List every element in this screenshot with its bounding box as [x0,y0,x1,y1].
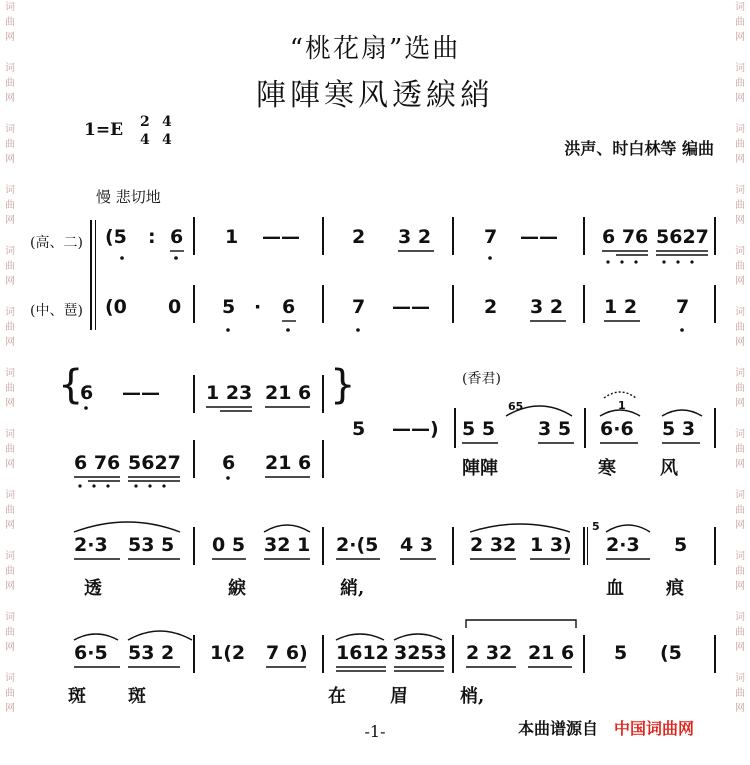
lyric: 斑 [128,686,146,707]
note-group: 6·6 [600,418,634,440]
watermark-char: 曲 [735,444,745,455]
lyric: 斑 [68,686,86,707]
note-group: 53 5 [128,534,175,556]
watermark-char: 曲 [5,627,15,638]
watermark-char: 词 [735,185,745,196]
watermark-char: 词 [735,551,745,562]
note-sustain: —— [262,226,300,248]
note-group: 1612 [336,642,389,664]
note-sustain: ——) [392,418,439,440]
watermark-char: 曲 [735,566,745,577]
note-group: 6 76 [602,226,649,248]
watermark-char: 词 [735,246,745,257]
note-group: 53 2 [128,642,175,664]
watermark-char: 网 [5,276,15,287]
watermark-char: 词 [5,490,15,501]
brace-right: } [330,362,356,408]
note: (5 [660,642,682,664]
watermark-char: 曲 [735,17,745,28]
watermark-char: 词 [5,246,15,257]
watermark-char: 网 [735,581,745,592]
note-group: 4 3 [400,534,434,556]
note-group: 21 6 [265,452,312,474]
note-group: 1 3) [530,534,572,556]
watermark-char: 词 [735,429,745,440]
grace-note: 65 [508,400,524,413]
watermark-char: 曲 [5,139,15,150]
watermark-char: 网 [735,154,745,165]
watermark-char: 网 [5,154,15,165]
watermark-char: 网 [735,459,745,470]
watermark-char: 曲 [5,261,15,272]
watermark-char: 曲 [735,505,745,516]
watermark-char: 曲 [5,505,15,516]
watermark-char: 网 [5,337,15,348]
watermark-char: 网 [5,93,15,104]
lyric: 风 [660,458,678,479]
lyric: 綃, [340,578,365,599]
watermark-char: 网 [5,642,15,653]
note-group: 2·(5 [336,534,379,556]
watermark-char: 网 [735,520,745,531]
note-group: 3 2 [530,296,564,318]
source-credit [518,716,694,739]
watermark-char: 词 [5,368,15,379]
note-group: 1(2 [210,642,246,664]
song-title: 陣陣寒风透綟綃 [256,78,494,113]
note: 6 [170,226,184,248]
watermark-char: 词 [5,429,15,440]
note-group: 2 32 [466,642,513,664]
source-brand: 中国词曲网 [614,719,695,738]
source-label: 本曲谱源自 [518,719,599,738]
note-sustain: —— [392,296,430,318]
note: 2 [484,296,498,318]
watermark-char: 词 [5,124,15,135]
lyric: 痕 [666,578,684,599]
note: 7 [484,226,498,248]
note: 5 [674,534,688,556]
note-sustain: —— [520,226,558,248]
brace-left: { [58,362,84,408]
watermark-char: 网 [735,398,745,409]
note: 1 [225,226,239,248]
watermark-char: 词 [5,63,15,74]
note-group: 3 5 [538,418,572,440]
song-collection-title: “桃花扇”选曲 [289,34,461,64]
note: 2 [352,226,366,248]
watermark-char: 网 [5,215,15,226]
watermark-char: 曲 [5,444,15,455]
note-group: 3 2 [398,226,432,248]
note: (0 [105,296,127,318]
watermark-char: 网 [735,703,745,714]
watermark-char: 词 [735,307,745,318]
watermark-char: 曲 [735,78,745,89]
page-number: -1- [364,722,386,741]
note-group: 6·5 [74,642,108,664]
note-dot: · [254,296,262,318]
note-group: 2 32 [470,534,517,556]
watermark-char: 词 [735,2,745,13]
watermark-char: 网 [735,93,745,104]
note-group: 32 1 [264,534,311,556]
note-group: 21 6 [528,642,575,664]
note-group: 2·3 [74,534,108,556]
note-group: 1 23 [206,382,253,404]
lyric: 眉 [390,686,408,707]
watermark-char: 网 [735,642,745,653]
watermark-char: 曲 [5,566,15,577]
key-signature: 1=E [84,120,124,140]
note: 6 [222,452,236,474]
grace-note: 1 [618,399,626,412]
watermark-char: 曲 [5,17,15,28]
note: 5 [352,418,366,440]
watermark-char: 词 [735,612,745,623]
lyric: 血 [606,578,624,599]
watermark-char: 词 [5,185,15,196]
note-group: 5627 [128,452,181,474]
watermark-char: 曲 [5,200,15,211]
tempo-marking: 慢 悲切地 [96,188,161,206]
note: 0 [168,296,182,318]
watermark-char: 词 [5,2,15,13]
role-label: (香君) [462,371,501,387]
watermark-char: 曲 [5,78,15,89]
watermark-char: 曲 [735,688,745,699]
grace-note: 5 [592,520,600,533]
watermark-char: 曲 [735,383,745,394]
lyric: 綟 [228,578,246,599]
watermark-char: 网 [735,215,745,226]
watermark-char: 网 [5,581,15,592]
watermark-char: 词 [5,551,15,562]
watermark-char: 曲 [5,383,15,394]
watermark-char: 网 [5,398,15,409]
note-group: 0 5 [212,534,246,556]
note-group: 5 3 [662,418,696,440]
watermark-char: 网 [5,703,15,714]
watermark-char: 词 [735,63,745,74]
note: 6 [282,296,296,318]
watermark-char: 词 [5,673,15,684]
watermark-char: 曲 [735,139,745,150]
watermark-char: 网 [735,337,745,348]
watermark-char: 曲 [5,688,15,699]
note: (5 [105,226,127,248]
watermark-char: 网 [735,276,745,287]
watermark-char: 网 [735,32,745,43]
note: 5 [614,642,628,664]
lyric: 在 [328,686,346,707]
lyric: 寒 [598,458,616,479]
note-group: 5627 [656,226,709,248]
watermark-char: 词 [735,124,745,135]
note-group: 5 5 [462,418,496,440]
watermark-char: 网 [5,32,15,43]
note-group: 2·3 [606,534,640,556]
note-group: 3253 [394,642,447,664]
watermark-char: 曲 [735,200,745,211]
watermark-char: 词 [735,673,745,684]
part-label-mid: (中、琶) [30,303,83,319]
note-sustain: —— [122,382,160,404]
watermark-char: 曲 [735,261,745,272]
note: : [148,226,156,248]
watermark-char: 词 [735,490,745,501]
note-group: 6 76 [74,452,121,474]
watermark-char: 网 [5,459,15,470]
watermark-char: 词 [5,307,15,318]
lyric: 透 [84,578,102,599]
note: 7 [676,296,690,318]
time-signature-2-4: 2 4 [140,114,150,148]
watermark-char: 曲 [735,627,745,638]
note: 7 [352,296,366,318]
note-group: 7 6) [266,642,308,664]
part-label-high: (高、二) [30,235,83,251]
watermark-char: 曲 [735,322,745,333]
note: 5 [222,296,236,318]
watermark-char: 词 [5,612,15,623]
composer-credit: 洪声、时白林等 编曲 [564,139,714,158]
note-group: 21 6 [265,382,312,404]
watermark-char: 词 [735,368,745,379]
time-signature-4-4: 4 4 [162,114,172,148]
lyric: 陣陣 [462,458,498,479]
note-group: 1 2 [604,296,638,318]
lyric: 梢, [460,686,485,707]
watermark-char: 网 [5,520,15,531]
note: 6 [80,382,94,404]
watermark-char: 曲 [5,322,15,333]
